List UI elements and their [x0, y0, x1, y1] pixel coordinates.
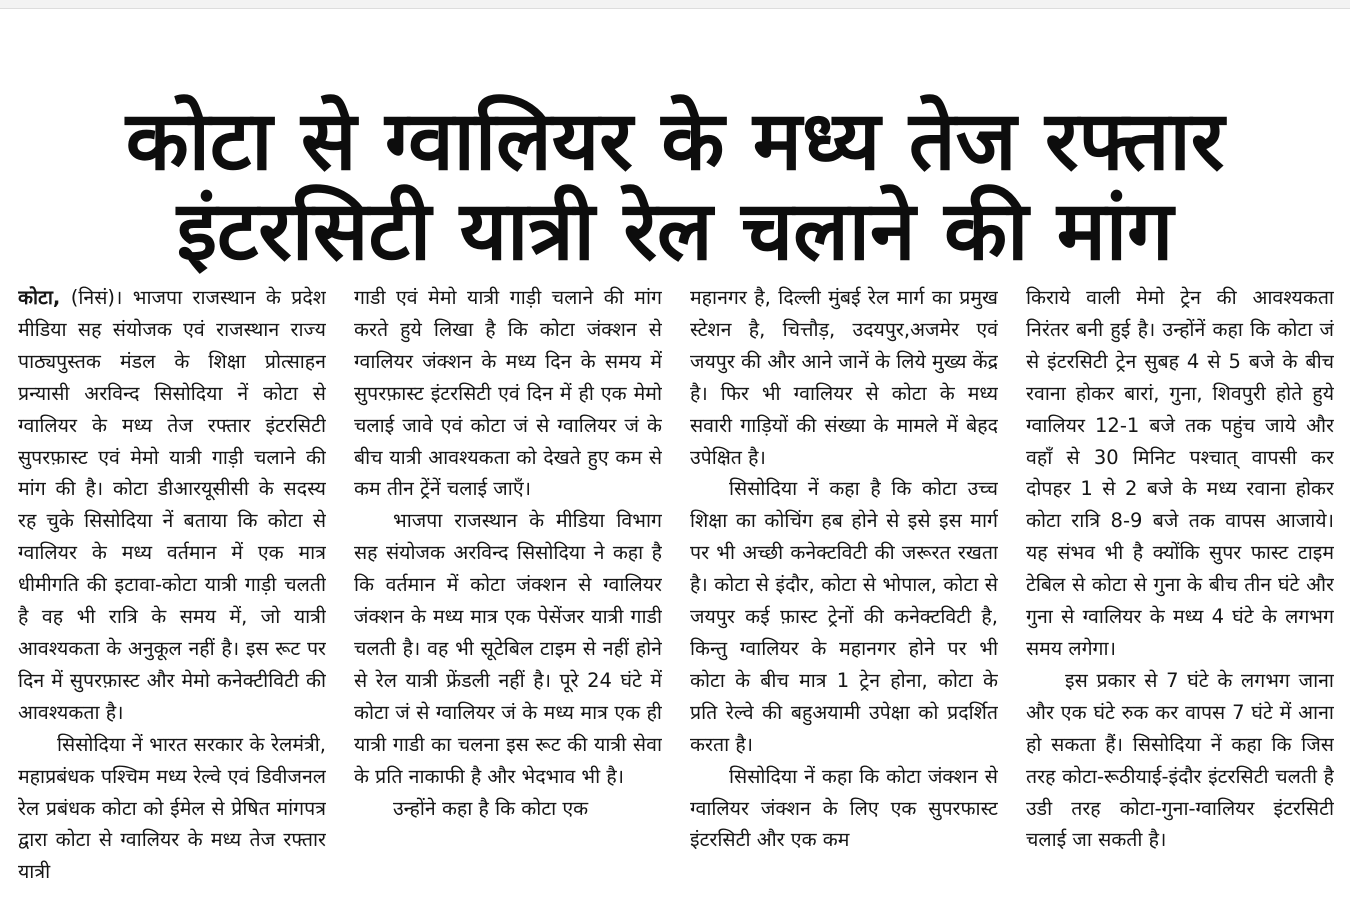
article-column-4	[1026, 282, 1334, 902]
paragraph: सिसोदिया नें भारत सरकार के रेलमंत्री, महाप्रबंधक पश्चिम मध्य रेल्वे एवं डिवीजनल रेल प्रबंधक कोटा को ईमेल से प्रेषित मांगपत्र द्वारा कोटा से ग्वालियर के मध्य तेज रफ्तार यात्री	[18, 732, 326, 884]
article-body	[18, 282, 1334, 902]
paragraph: सिसोदिया नें कहा है कि कोटा उच्च शिक्षा का कोचिंग हब होने से इसे इस मार्ग पर भी अच्छी कनेक्टविटी की जरूरत रखता है। कोटा से इंदौर, कोटा से भोपाल, कोटा से जयपुर कई फ़ास्ट ट्रेनों की कनेक्टविटी है, किन्तु ग्वालियर के महानगर होने पर भी कोटा के बीच मात्र 1 ट्रेन होना, कोटा के प्रति रेल्वे की बहुअयामी उपेक्षा को प्रदर्शित करता है।	[690, 477, 998, 756]
paragraph-text: (निसं)। भाजपा राजस्थान के प्रदेश मीडिया सह संयोजक एवं राजस्थान राज्य पाठ्यपुस्तक मंडल के शिक्षा प्रोत्साहन प्रन्यासी अरविन्द सिसोदिया नें कोटा से ग्वालियर के मध्य तेज रफ्तार इंटरसिटी सुपरफ़ास्ट एवं मेमो यात्री गाड़ी चलाने की मांग की है। कोटा डीआरयूसीसी के सदस्य रह चुके सिसोदिया नें बताया कि कोटा से ग्वालियर के मध्य वर्तमान में एक मात्र धीमीगति की इटावा-कोटा यात्री गाड़ी चलती है वह भी रात्रि के समय में, जो यात्री आवश्यकता के अनुकूल नहीं है। इस रूट पर दिन में सुपरफ़ास्ट और मेमो कनेक्टीविटी की आवश्यकता है।	[18, 286, 326, 724]
paragraph: इस प्रकार से 7 घंटे के लगभग जाना और एक घंटे रुक कर वापस 7 घंटे में आना हो सकता हैं। सिसोदिया नें कहा कि जिस तरह कोटा-रूठीयाई-इंदौर इंटरसिटी चलती है उडी तरह कोटा-गुना-ग्वालियर इंटरसिटी चलाई जा सकती है।	[1026, 668, 1334, 852]
paragraph: सिसोदिया नें कहा कि कोटा जंक्शन से ग्वालियर जंक्शन के लिए एक सुपरफास्ट इंटरसिटी और एक कम	[690, 764, 998, 852]
paragraph: गाडी एवं मेमो यात्री गाड़ी चलाने की मांग करते हुये लिखा है कि कोटा जंक्शन से ग्वालियर जंक्शन के मध्य दिन के समय में सुपरफ़ास्ट इंटरसिटी एवं दिन में ही एक मेमो चलाई जावे एवं कोटा जं से ग्वालियर जं के बीच यात्री आवश्यकता को देखते हुए कम से कम तीन ट्रेंनें चलाई जाएँ।	[354, 286, 662, 501]
paragraph: किराये वाली मेमो ट्रेन की आवश्यकता निरंतर बनी हुई है। उन्होंनें कहा कि कोटा जं से इंटरसिटी ट्रेन सुबह 4 से 5 बजे के बीच रवाना होकर बारां, गुना, शिवपुरी होते हुये ग्वालियर 12-1 बजे तक पहुंच जाये और वहाँ से 30 मिनिट पश्चात् वापसी कर दोपहर 1 से 2 बजे के मध्य रवाना होकर कोटा रात्रि 8-9 बजे तक वापस आजाये। यह संभव भी है क्योंकि सुपर फास्ट टाइम टेबिल से कोटा से गुना के बीच तीन घंटे और गुना से ग्वालियर के मध्य 4 घंटे के लगभग समय लगेगा।	[1026, 286, 1334, 660]
paragraph: उन्होंने कहा है कि कोटा एक	[393, 796, 589, 820]
article-column-3	[690, 282, 998, 902]
article-column-1	[18, 282, 326, 902]
top-edge-strip	[0, 0, 1350, 9]
article-column-2	[354, 282, 662, 902]
dateline: कोटा,	[18, 286, 61, 309]
paragraph	[18, 282, 326, 729]
headline	[10, 93, 1340, 279]
paragraph: महानगर है, दिल्ली मुंबई रेल मार्ग का प्रमुख स्टेशन है, चित्तौड़, उदयपुर,अजमेर एवं जयपुर की और आने जानें के लिये मुख्य केंद्र है। फिर भी ग्वालियर से कोटा के मध्य सवारी गाड़ियों की संख्या के मामले में बेहद उपेक्षित है।	[690, 286, 998, 469]
headline-line-2: इंटरसिटी यात्री रेल चलाने की मांग	[176, 183, 1174, 279]
headline-line-1: कोटा से ग्वालियर के मध्य तेज रफ्तार	[125, 93, 1225, 189]
paragraph: भाजपा राजस्थान के मीडिया विभाग सह संयोजक अरविन्द सिसोदिया ने कहा है कि वर्तमान में कोटा जंक्शन से ग्वालियर जंक्शन के मध्य मात्र एक पेसेंजर यात्री गाडी चलती है। वह भी सूटेबिल टाइम से नहीं होने से रेल यात्री फ्रेंडली नहीं है। पूरे 24 घंटे में कोटा जं से ग्वालियर जं के मध्य मात्र एक ही यात्री गाडी का चलना इस रूट की यात्री सेवा के प्रति नाकाफी है और भेदभाव भी है।	[354, 509, 662, 788]
